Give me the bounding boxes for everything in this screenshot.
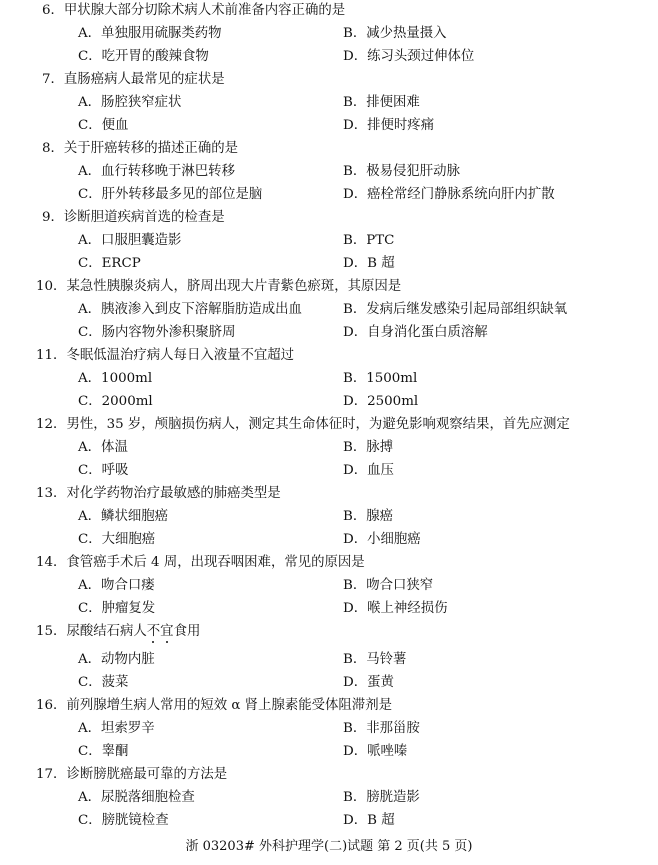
option-a: A．血行转移晚于淋巴转移 (78, 164, 235, 179)
question-text: 关于肝癌转移的描述正确的是 (63, 141, 238, 156)
question-stem (42, 140, 238, 158)
option-b: B．排便困难 (343, 95, 420, 110)
page-footer: 浙 03203# 外科护理学(二)试题 第 2 页(共 5 页) (185, 839, 473, 854)
question-number: 17． (36, 767, 67, 782)
option-d: D．自身消化蛋白质溶解 (343, 325, 488, 340)
question-number: 7． (42, 72, 64, 87)
option-c: C．便血 (78, 118, 129, 133)
option-d: D．小细胞癌 (343, 532, 421, 547)
option-d: D．B 超 (343, 256, 395, 271)
option-c: C．2000ml (78, 394, 153, 409)
question-stem (36, 347, 294, 365)
question-text: 男性，35 岁，颅脑损伤病人，测定其生命体征时，为避免影响观察结果，首先应测定 (66, 417, 570, 432)
option-a: A．1000ml (78, 371, 153, 386)
question-text: 诊断胆道疾病首选的检查是 (63, 210, 225, 225)
option-b: B．减少热量摄入 (343, 26, 447, 41)
question-stem (36, 416, 570, 434)
option-b: B．腺癌 (343, 509, 394, 524)
option-c: C．膀胱镜检查 (78, 813, 169, 828)
option-d: D．哌唑嗪 (343, 744, 408, 759)
question-text: 尿酸结石病人 (66, 624, 147, 639)
emphasis-char: 不 (146, 624, 161, 639)
option-c: C．吃开胃的酸辣食物 (78, 49, 209, 64)
option-a: A．吻合口瘘 (78, 578, 155, 593)
question-text: 前列腺增生病人常用的短效 α 肾上腺素能受体阻滞剂是 (66, 698, 392, 713)
option-c: C．呼吸 (78, 463, 129, 478)
question-number: 8． (42, 141, 64, 156)
question-stem (36, 554, 365, 572)
option-a: A．尿脱落细胞检查 (78, 790, 195, 805)
question-text: 诊断膀胱癌最可靠的方法是 (66, 767, 228, 782)
option-d: D．癌栓常经门静脉系统向肝内扩散 (343, 187, 555, 202)
option-c: C．大细胞癌 (78, 532, 156, 547)
option-a: A．鳞状细胞癌 (78, 509, 169, 524)
option-a: A．动物内脏 (78, 652, 155, 667)
option-b: B．脉搏 (343, 440, 394, 455)
option-a: A．单独服用硫脲类药物 (78, 26, 222, 41)
option-d: D．2500ml (343, 394, 419, 409)
question-number: 13． (36, 486, 67, 501)
option-d: D．练习头颈过伸体位 (343, 49, 475, 64)
option-b: B．膀胱造影 (343, 790, 420, 805)
question-text: 直肠癌病人最常见的症状是 (63, 72, 225, 87)
question-text: 食管癌手术后 4 周，出现吞咽困难，常见的原因是 (66, 555, 365, 570)
option-c: C．菠菜 (78, 675, 129, 690)
option-c: C．ERCP (78, 256, 141, 271)
question-number: 16． (36, 698, 67, 713)
question-text: 对化学药物治疗最敏感的肺癌类型是 (66, 486, 281, 501)
option-b: B．马铃薯 (343, 652, 407, 667)
option-d: D．血压 (343, 463, 394, 478)
question-text: 食用 (173, 624, 201, 639)
question-number: 11． (36, 348, 67, 363)
option-d: D．排便时疼痛 (343, 118, 435, 133)
option-c: C．肿瘤复发 (78, 601, 156, 616)
option-c: C．睾酮 (78, 744, 129, 759)
question-text: 甲状腺大部分切除术病人术前准备内容正确的是 (63, 3, 346, 18)
question-stem (42, 2, 345, 20)
option-b: B．发病后继发感染引起局部组织缺氧 (343, 302, 568, 317)
option-a: A．口服胆囊造影 (78, 233, 182, 248)
question-stem (36, 697, 392, 715)
emphasis-char: 宜 (160, 624, 174, 639)
option-a: A．肠腔狭窄症状 (78, 95, 182, 110)
question-stem (36, 766, 227, 784)
option-c: C．肝外转移最多见的部位是脑 (78, 187, 263, 202)
option-c: C．肠内容物外渗积聚脐周 (78, 325, 236, 340)
question-text: 冬眠低温治疗病人每日入液量不宜超过 (66, 348, 295, 363)
option-b: B．极易侵犯肝动脉 (343, 164, 460, 179)
option-b: B．1500ml (343, 371, 418, 386)
option-b: B．非那甾胺 (343, 721, 420, 736)
question-text: 某急性胰腺炎病人，脐周出现大片青紫色瘀斑，其原因是 (66, 279, 402, 294)
option-d: D．B 超 (343, 813, 395, 828)
question-number: 9． (42, 210, 64, 225)
question-number: 10． (36, 279, 67, 294)
question-stem (36, 485, 281, 503)
option-d: D．喉上神经损伤 (343, 601, 448, 616)
question-stem (42, 71, 225, 89)
question-number: 15． (36, 624, 67, 639)
question-number: 12． (36, 417, 67, 432)
option-a: A．坦索罗辛 (78, 721, 155, 736)
option-a: A．胰液渗入到皮下溶解脂肪造成出血 (78, 302, 302, 317)
question-stem (36, 623, 200, 641)
option-d: D．蛋黄 (343, 675, 394, 690)
option-a: A．体温 (78, 440, 128, 455)
question-stem (36, 278, 401, 296)
option-b: B．PTC (343, 233, 395, 248)
option-b: B．吻合口狭窄 (343, 578, 434, 593)
question-number: 6． (42, 3, 64, 18)
question-stem (42, 209, 225, 227)
question-number: 14． (36, 555, 67, 570)
